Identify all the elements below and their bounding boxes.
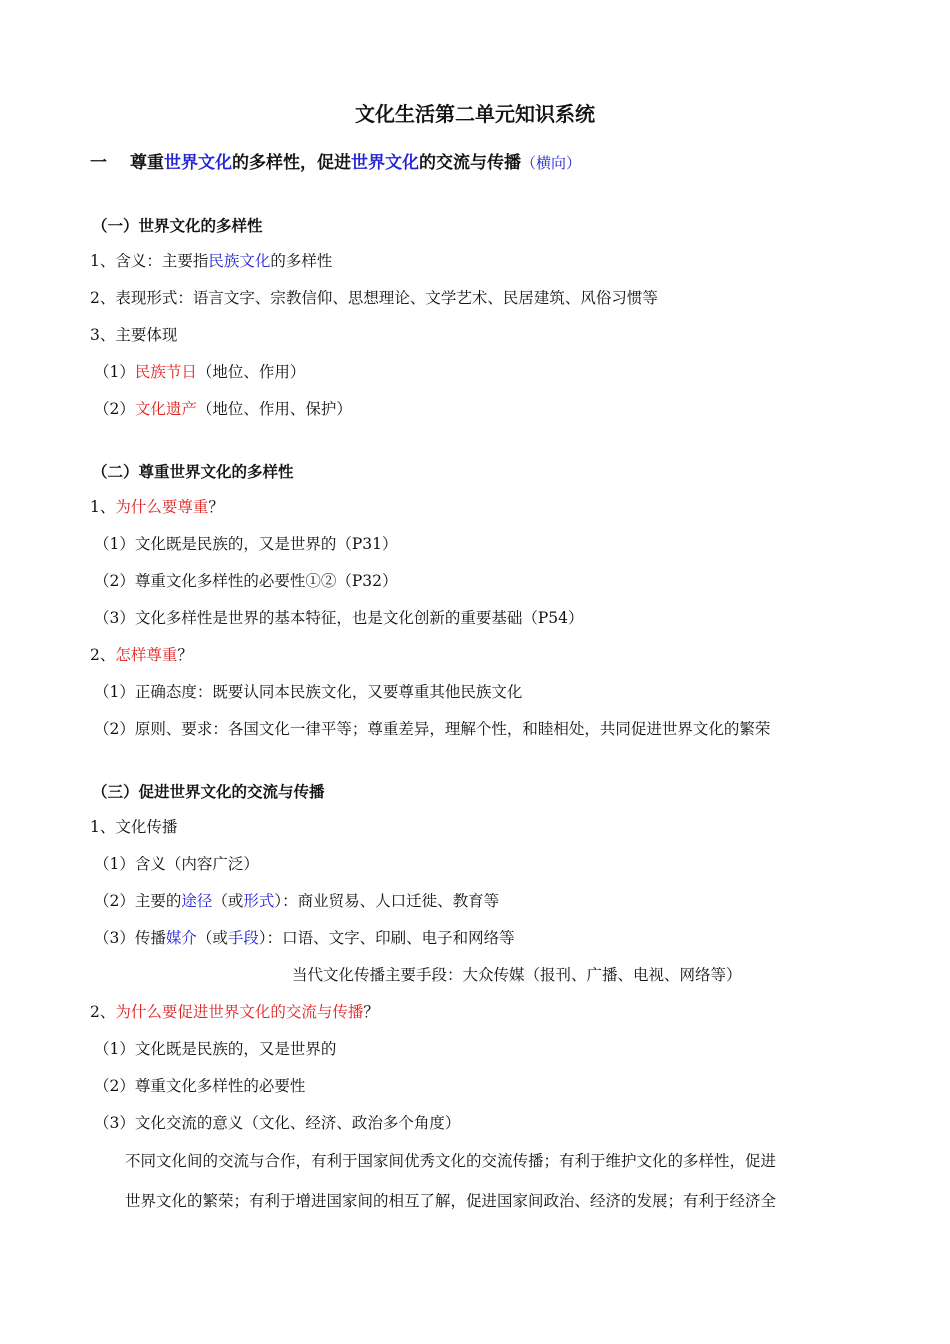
- text-line: （3）文化交流的意义（文化、经济、政治多个角度）: [94, 1114, 461, 1132]
- text-span: 1、含义：主要指: [90, 252, 209, 270]
- text-line: [90, 251, 332, 271]
- text-line: [94, 362, 305, 382]
- text-line: （1）文化既是民族的，又是世界的（P31）: [94, 535, 398, 553]
- highlight-text: 民族节日: [134, 363, 197, 381]
- subsection-heading-2: （二）尊重世界文化的多样性: [92, 463, 294, 481]
- text-span: （地位、作用、保护）: [196, 400, 352, 418]
- text-line: 1、文化传播: [90, 818, 178, 836]
- text-line: （1）正确态度：既要认同本民族文化，又要尊重其他民族文化: [94, 683, 523, 701]
- highlight-text: 文化遗产: [134, 400, 197, 418]
- text-span: （2）主要的: [94, 892, 182, 910]
- text-line: [94, 891, 499, 911]
- subsection-heading-1: （一）世界文化的多样性: [92, 217, 263, 235]
- paragraph-line: 不同文化间的交流与合作，有利于国家间优秀文化的交流传播；有利于维护文化的多样性，促进: [125, 1152, 777, 1170]
- paragraph-line: 世界文化的繁荣；有利于增进国家间的相互了解，促进国家间政治、经济的发展；有利于经济全: [125, 1192, 777, 1210]
- question-line: [90, 497, 224, 517]
- text-line: 当代文化传播主要手段：大众传媒（报刊、广播、电视、网络等）: [292, 966, 742, 984]
- text-span: 1、: [90, 498, 116, 516]
- heading-note: （横向）: [521, 154, 582, 172]
- highlight-text: 媒介: [165, 929, 197, 947]
- section-heading-1: [90, 152, 581, 174]
- text-span: （3）传播: [94, 929, 166, 947]
- text-line: （3）文化多样性是世界的基本特征，也是文化创新的重要基础（P54）: [94, 609, 584, 627]
- text-line: （2）尊重文化多样性的必要性①②（P32）: [94, 572, 398, 590]
- text-span: ？: [363, 1003, 379, 1021]
- text-line: （2）尊重文化多样性的必要性: [94, 1077, 306, 1095]
- text-span: ？: [208, 498, 224, 516]
- heading-text: 尊重: [130, 153, 164, 173]
- document-title: 文化生活第二单元知识系统: [355, 102, 595, 126]
- text-span: （或: [196, 929, 228, 947]
- text-line: 3、主要体现: [90, 326, 178, 344]
- text-span: ）：商业贸易、人口迁徙、教育等: [274, 892, 500, 910]
- highlight-text: 为什么要尊重: [115, 498, 209, 516]
- heading-text: 的多样性，促进: [232, 153, 351, 173]
- text-line: （1）含义（内容广泛）: [94, 855, 259, 873]
- text-line: [94, 399, 352, 419]
- text-span: ？: [177, 646, 193, 664]
- heading-highlight: 世界文化: [164, 153, 232, 173]
- text-line: [94, 928, 515, 948]
- text-span: 2、: [90, 646, 116, 664]
- text-span: （2）: [94, 400, 135, 418]
- text-span: ）：口语、文字、印刷、电子和网络等: [258, 929, 515, 947]
- section-number: 一: [90, 153, 107, 173]
- highlight-text: 途径: [181, 892, 213, 910]
- question-line: [90, 1002, 379, 1022]
- highlight-text: 形式: [243, 892, 275, 910]
- text-line: （1）文化既是民族的，又是世界的: [94, 1040, 337, 1058]
- highlight-text: 为什么要促进世界文化的交流与传播: [115, 1003, 364, 1021]
- text-span: 2、: [90, 1003, 116, 1021]
- heading-text: 的交流与传播: [419, 153, 521, 173]
- text-line: （2）原则、要求：各国文化一律平等；尊重差异，理解个性，和睦相处，共同促进世界文化的繁荣: [94, 720, 771, 738]
- text-span: 的多样性: [270, 252, 333, 270]
- text-line: 2、表现形式：语言文字、宗教信仰、思想理论、文学艺术、民居建筑、风俗习惯等: [90, 289, 658, 307]
- text-span: （1）: [94, 363, 135, 381]
- text-span: （或: [212, 892, 244, 910]
- question-line: [90, 645, 193, 665]
- subsection-heading-3: （三）促进世界文化的交流与传播: [92, 783, 325, 801]
- highlight-text: 民族文化: [208, 252, 271, 270]
- text-span: （地位、作用）: [196, 363, 306, 381]
- highlight-text: 手段: [227, 929, 259, 947]
- heading-highlight: 世界文化: [351, 153, 419, 173]
- highlight-text: 怎样尊重: [115, 646, 178, 664]
